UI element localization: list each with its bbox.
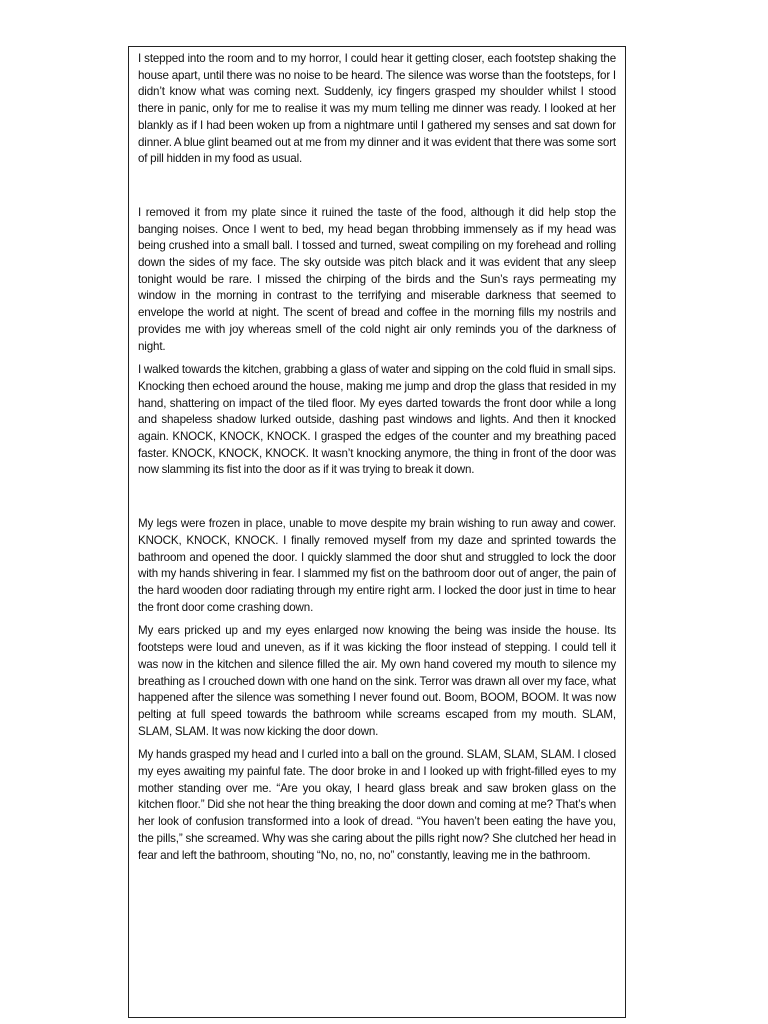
story-text	[138, 51, 616, 864]
paragraph-3: I walked towards the kitchen, grabbing a glass of water and sipping on the cold fluid in small sips. Knocking then echoed around the house, making me jump and drop the glass that resided in my hand, shattering on impact of the tiled floor. My eyes darted towards the front door while a long and shapeless shadow lurked outside, dashing past windows and lights. And then it knocked again. KNOCK, KNOCK, KNOCK. I grasped the edges of the counter and my breathing paced faster. KNOCK, KNOCK, KNOCK. It wasn’t knocking anymore, the thing in front of the door was now slamming its fist into the door as if it was trying to break it down.	[138, 363, 616, 477]
paragraph-6: My hands grasped my head and I curled into a ball on the ground. SLAM, SLAM, SLAM. I closed my eyes awaiting my painful fate. The door broke in and I looked up with fright-filled eyes to my mother standing over me. “Are you okay, I heard glass break and saw broken glass on the kitchen floor.” Did she not hear the thing breaking the door down and coming at me? That’s when her look of confusion transformed into a look of dread. “You haven’t been eating the have you, the pills,” she screamed. Why was she caring about the pills right now? She clutched her head in fear and left the bathroom, shouting “No, no, no, no” constantly, leaving me in the bathroom.	[138, 748, 616, 862]
paragraph-5: My ears pricked up and my eyes enlarged now knowing the being was inside the house. Its footsteps were loud and uneven, as if it was kicking the floor instead of stepping. I could tell it was now in the kitchen and silence filled the air. My own hand covered my mouth to silence my breathing as I crouched down with one hand on the sink. Terror was drawn all over my face, what happened after the silence was something I never found out. Boom, BOOM, BOOM. It was now pelting at full speed towards the bathroom while screams escaped from my mouth. SLAM, SLAM, SLAM. It was now kicking the door down.	[138, 624, 616, 738]
paragraph-1: I stepped into the room and to my horror, I could hear it getting closer, each footstep shaking the house apart, until there was no noise to be heard. The silence was worse than the footsteps, for I didn’t know what was coming next. Suddenly, icy fingers grasped my shoulder whilst I stood there in panic, only for me to realise it was my mum telling me dinner was ready. I looked at her blankly as if I had been woken up from a nightmare until I gathered my senses and sat down for dinner. A blue glint beamed out at me from my dinner and it was evident that there was some sort of pill hidden in my food as usual.	[138, 52, 616, 166]
paragraph-4: My legs were frozen in place, unable to move despite my brain wishing to run away and cower. KNOCK, KNOCK, KNOCK. I finally removed myself from my daze and sprinted towards the bathroom and opened the door. I quickly slammed the door shut and struggled to lock the door with my hands shivering in fear. I slammed my fist on the bathroom door out of anger, the pain of the hard wooden door radiating through my entire right arm. I locked the door just in time to hear the front door come crashing down.	[138, 517, 616, 614]
paragraph-2: I removed it from my plate since it ruined the taste of the food, although it did help stop the banging noises. Once I went to bed, my head began throbbing immensely as if my head was being crushed into a small ball. I tossed and turned, sweat compiling on my forehead and rolling down the sides of my face. The sky outside was pitch black and it was evident that any sleep tonight would be rare. I missed the chirping of the birds and the Sun’s rays permeating my window in the morning in contrast to the terrifying and miserable darkness that seemed to envelope the world at night. The scent of bread and coffee in the morning fills my nostrils and provides me with joy whereas smell of the cold night air only reminds you of the darkness of night.	[138, 205, 616, 353]
